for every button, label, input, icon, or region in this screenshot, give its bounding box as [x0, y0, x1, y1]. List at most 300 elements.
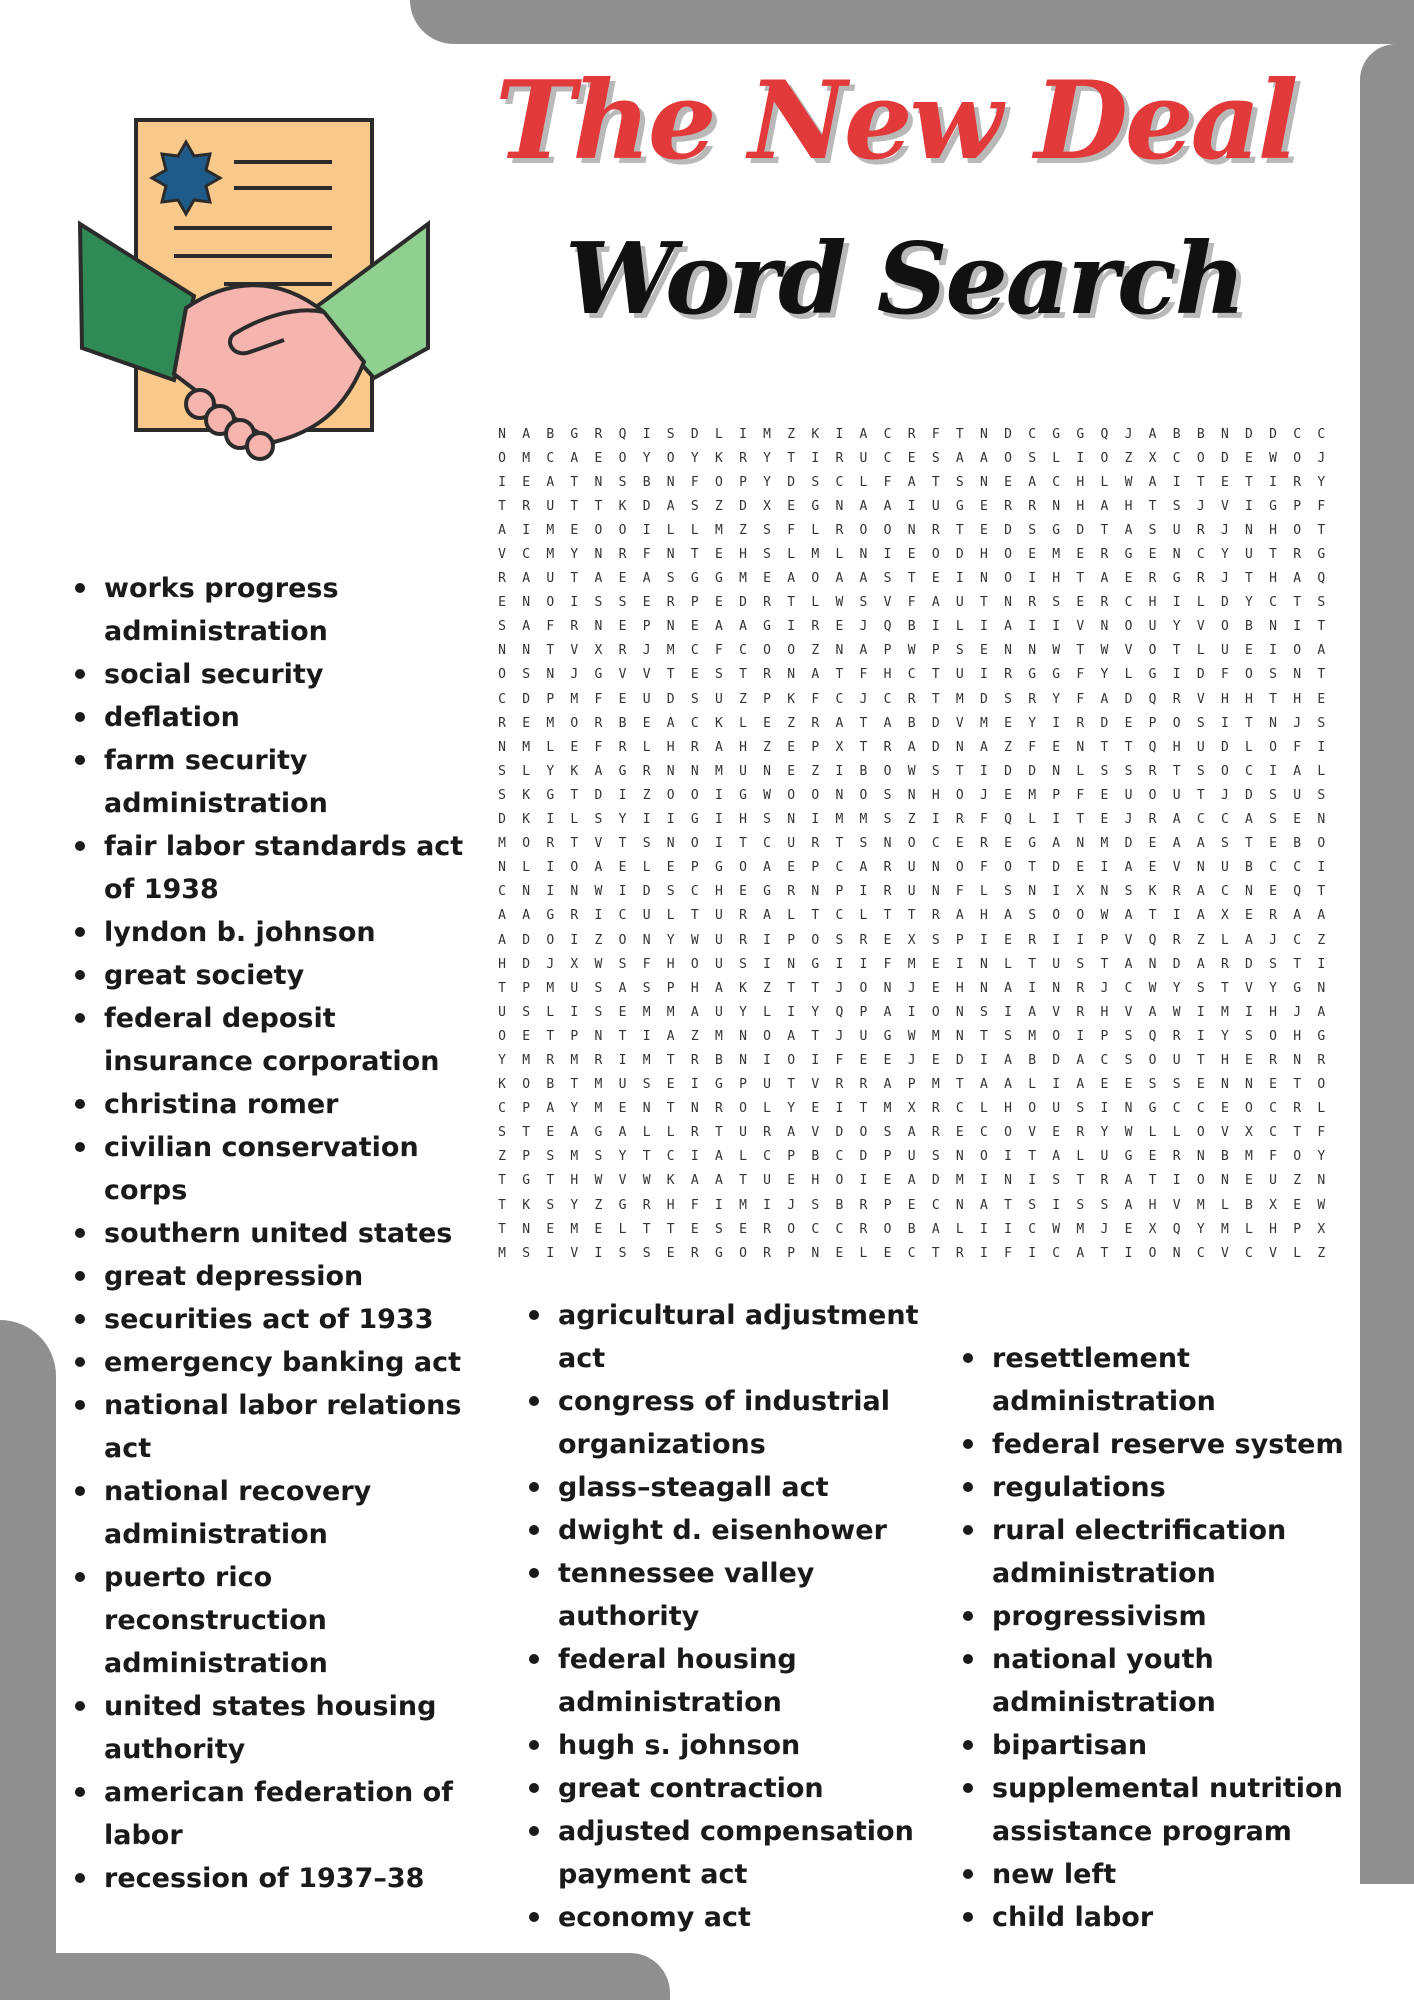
grid-letter[interactable]: I	[618, 787, 627, 803]
grid-letter[interactable]: N	[980, 474, 988, 490]
grid-letter[interactable]: A	[1100, 571, 1109, 587]
grid-letter[interactable]: Y	[1317, 474, 1326, 490]
grid-letter[interactable]: S	[1004, 1028, 1012, 1044]
grid-letter[interactable]: M	[714, 1028, 723, 1044]
grid-letter[interactable]: L	[1028, 812, 1037, 828]
grid-letter[interactable]: A	[546, 474, 555, 490]
grid-letter[interactable]: T	[787, 1077, 796, 1093]
grid-letter[interactable]: P	[1100, 1028, 1109, 1044]
grid-letter[interactable]: S	[1196, 980, 1205, 996]
grid-letter[interactable]: Z	[1317, 932, 1326, 948]
grid-letter[interactable]: X	[907, 932, 916, 948]
grid-letter[interactable]: M	[714, 522, 723, 538]
grid-letter[interactable]: E	[570, 522, 579, 538]
grid-letter[interactable]: U	[907, 860, 916, 876]
grid-letter[interactable]: G	[1293, 980, 1302, 996]
grid-letter[interactable]: V	[955, 715, 964, 731]
grid-letter[interactable]: O	[811, 571, 820, 587]
grid-letter[interactable]: L	[714, 426, 723, 442]
grid-letter[interactable]: R	[690, 739, 699, 755]
grid-letter[interactable]: D	[739, 498, 747, 514]
grid-letter[interactable]: I	[739, 426, 747, 442]
grid-letter[interactable]: E	[980, 522, 988, 538]
grid-letter[interactable]: E	[1245, 1173, 1253, 1189]
grid-letter[interactable]: H	[1052, 571, 1061, 587]
grid-letter[interactable]: Y	[618, 1149, 627, 1165]
grid-letter[interactable]: A	[714, 1149, 723, 1165]
grid-letter[interactable]: I	[811, 812, 820, 828]
grid-letter[interactable]: E	[546, 1221, 555, 1237]
grid-letter[interactable]: D	[1245, 787, 1253, 803]
grid-letter[interactable]: D	[980, 691, 988, 707]
grid-letter[interactable]: S	[618, 595, 627, 611]
grid-letter[interactable]: E	[980, 643, 988, 659]
grid-letter[interactable]: A	[1100, 498, 1109, 514]
grid-letter[interactable]: U	[498, 1004, 506, 1020]
grid-letter[interactable]: R	[1028, 498, 1037, 514]
grid-letter[interactable]: R	[763, 1221, 771, 1237]
grid-letter[interactable]: H	[1220, 1052, 1229, 1068]
grid-letter[interactable]: O	[714, 474, 723, 490]
grid-letter[interactable]: T	[1100, 956, 1109, 972]
grid-letter[interactable]: I	[931, 619, 940, 635]
grid-letter[interactable]: O	[1148, 787, 1157, 803]
grid-letter[interactable]: U	[714, 691, 723, 707]
grid-letter[interactable]: T	[1100, 1245, 1109, 1261]
grid-letter[interactable]: I	[1293, 619, 1302, 635]
grid-letter[interactable]: Q	[1004, 812, 1012, 828]
grid-letter[interactable]: M	[714, 763, 723, 779]
grid-letter[interactable]: T	[1317, 667, 1326, 683]
grid-letter[interactable]: W	[1100, 643, 1109, 659]
grid-letter[interactable]: Z	[787, 715, 796, 731]
grid-letter[interactable]: R	[763, 667, 771, 683]
grid-letter[interactable]: T	[642, 1221, 651, 1237]
grid-letter[interactable]: U	[931, 498, 940, 514]
grid-letter[interactable]: J	[835, 1028, 844, 1044]
grid-letter[interactable]: G	[1124, 1149, 1133, 1165]
grid-letter[interactable]: O	[1004, 547, 1012, 563]
grid-letter[interactable]: O	[690, 956, 699, 972]
grid-letter[interactable]: T	[1317, 522, 1326, 538]
grid-letter[interactable]: G	[763, 884, 771, 900]
grid-letter[interactable]: E	[618, 1101, 627, 1117]
grid-letter[interactable]: N	[498, 860, 506, 876]
grid-letter[interactable]: S	[594, 812, 603, 828]
grid-letter[interactable]: E	[618, 860, 627, 876]
grid-letter[interactable]: B	[546, 426, 555, 442]
grid-letter[interactable]: T	[1076, 1173, 1085, 1189]
grid-letter[interactable]: K	[714, 715, 723, 731]
grid-letter[interactable]: E	[787, 1173, 796, 1189]
grid-letter[interactable]: I	[1245, 1004, 1253, 1020]
grid-letter[interactable]: O	[1148, 1245, 1157, 1261]
grid-letter[interactable]: C	[1052, 474, 1061, 490]
grid-letter[interactable]: A	[1245, 812, 1253, 828]
grid-letter[interactable]: M	[1196, 1197, 1205, 1213]
grid-letter[interactable]: E	[714, 595, 723, 611]
grid-letter[interactable]: E	[522, 474, 531, 490]
grid-letter[interactable]: O	[739, 860, 747, 876]
grid-letter[interactable]: T	[1317, 884, 1326, 900]
grid-letter[interactable]: V	[1269, 1245, 1277, 1261]
grid-letter[interactable]: E	[1245, 1052, 1253, 1068]
grid-letter[interactable]: H	[1245, 691, 1253, 707]
grid-letter[interactable]: I	[1052, 932, 1061, 948]
grid-letter[interactable]: J	[1293, 715, 1302, 731]
grid-letter[interactable]: R	[883, 884, 892, 900]
grid-letter[interactable]: S	[883, 787, 892, 803]
grid-letter[interactable]: E	[1100, 812, 1109, 828]
grid-letter[interactable]: B	[1172, 426, 1181, 442]
grid-letter[interactable]: A	[1100, 691, 1109, 707]
grid-letter[interactable]: S	[739, 956, 747, 972]
grid-letter[interactable]: C	[1269, 860, 1277, 876]
grid-letter[interactable]: N	[1245, 522, 1253, 538]
grid-letter[interactable]: X	[594, 643, 603, 659]
grid-letter[interactable]: A	[1028, 1004, 1037, 1020]
grid-letter[interactable]: N	[498, 643, 506, 659]
grid-letter[interactable]: X	[763, 498, 771, 514]
grid-letter[interactable]: G	[570, 426, 579, 442]
grid-letter[interactable]: O	[883, 522, 892, 538]
grid-letter[interactable]: T	[1076, 643, 1085, 659]
grid-letter[interactable]: A	[1028, 474, 1037, 490]
grid-letter[interactable]: K	[1148, 884, 1157, 900]
grid-letter[interactable]: A	[980, 739, 988, 755]
grid-letter[interactable]: O	[498, 450, 506, 466]
grid-letter[interactable]: T	[570, 836, 579, 852]
grid-letter[interactable]: I	[618, 1052, 627, 1068]
grid-letter[interactable]: C	[931, 1197, 940, 1213]
grid-letter[interactable]: T	[690, 547, 699, 563]
grid-letter[interactable]: J	[859, 619, 868, 635]
grid-letter[interactable]: E	[594, 450, 603, 466]
grid-letter[interactable]: E	[1245, 450, 1253, 466]
grid-letter[interactable]: Y	[1269, 980, 1277, 996]
grid-letter[interactable]: I	[1317, 739, 1326, 755]
grid-letter[interactable]: O	[618, 522, 627, 538]
grid-letter[interactable]: H	[739, 812, 747, 828]
grid-letter[interactable]: N	[1076, 836, 1085, 852]
grid-letter[interactable]: S	[594, 1004, 603, 1020]
grid-letter[interactable]: E	[787, 763, 796, 779]
grid-letter[interactable]: G	[714, 1245, 723, 1261]
grid-letter[interactable]: M	[859, 812, 868, 828]
grid-letter[interactable]: L	[570, 812, 579, 828]
grid-letter[interactable]: S	[1317, 787, 1326, 803]
grid-letter[interactable]: F	[787, 522, 796, 538]
grid-letter[interactable]: O	[835, 1173, 844, 1189]
grid-letter[interactable]: S	[1124, 1028, 1133, 1044]
grid-letter[interactable]: D	[522, 691, 531, 707]
grid-letter[interactable]: T	[546, 1028, 555, 1044]
grid-letter[interactable]: M	[1220, 1004, 1229, 1020]
grid-letter[interactable]: T	[522, 1125, 531, 1141]
grid-letter[interactable]: E	[1004, 474, 1012, 490]
grid-letter[interactable]: A	[859, 860, 868, 876]
grid-letter[interactable]: I	[980, 619, 988, 635]
grid-letter[interactable]: G	[1052, 667, 1061, 683]
grid-letter[interactable]: Y	[642, 450, 651, 466]
grid-letter[interactable]: I	[883, 547, 892, 563]
grid-letter[interactable]: S	[980, 1004, 988, 1020]
grid-letter[interactable]: S	[618, 474, 627, 490]
grid-letter[interactable]: L	[666, 1125, 675, 1141]
grid-letter[interactable]: C	[835, 474, 844, 490]
grid-letter[interactable]: D	[931, 739, 940, 755]
grid-letter[interactable]: A	[1124, 860, 1133, 876]
grid-letter[interactable]: R	[1100, 1173, 1109, 1189]
grid-letter[interactable]: N	[1076, 739, 1085, 755]
grid-letter[interactable]: G	[955, 498, 964, 514]
grid-letter[interactable]: I	[618, 884, 627, 900]
grid-letter[interactable]: Y	[763, 474, 771, 490]
grid-letter[interactable]: T	[1028, 956, 1037, 972]
grid-letter[interactable]: A	[1293, 571, 1302, 587]
grid-letter[interactable]: A	[980, 1197, 988, 1213]
grid-letter[interactable]: D	[522, 956, 531, 972]
grid-letter[interactable]: X	[1317, 1221, 1326, 1237]
grid-letter[interactable]: O	[763, 1028, 771, 1044]
grid-letter[interactable]: H	[980, 547, 988, 563]
grid-letter[interactable]: P	[739, 474, 747, 490]
grid-letter[interactable]: A	[931, 595, 940, 611]
grid-letter[interactable]: L	[642, 739, 651, 755]
grid-letter[interactable]: R	[690, 1052, 699, 1068]
grid-letter[interactable]: D	[835, 1125, 844, 1141]
grid-letter[interactable]: I	[546, 812, 555, 828]
grid-letter[interactable]: O	[666, 450, 675, 466]
grid-letter[interactable]: L	[1076, 1149, 1085, 1165]
grid-letter[interactable]: B	[618, 715, 627, 731]
grid-letter[interactable]: N	[666, 763, 675, 779]
grid-letter[interactable]: M	[570, 1052, 579, 1068]
grid-letter[interactable]: E	[1100, 1077, 1109, 1093]
grid-letter[interactable]: I	[980, 1052, 988, 1068]
grid-letter[interactable]: S	[666, 426, 675, 442]
grid-letter[interactable]: G	[811, 956, 820, 972]
grid-letter[interactable]: A	[714, 619, 723, 635]
grid-letter[interactable]: O	[618, 932, 627, 948]
grid-letter[interactable]: R	[931, 1125, 940, 1141]
grid-letter[interactable]: F	[907, 595, 916, 611]
grid-letter[interactable]: O	[1293, 522, 1302, 538]
grid-letter[interactable]: D	[1220, 595, 1229, 611]
grid-letter[interactable]: A	[907, 1173, 916, 1189]
grid-letter[interactable]: F	[980, 812, 988, 828]
grid-letter[interactable]: A	[522, 908, 531, 924]
grid-letter[interactable]: O	[787, 787, 796, 803]
grid-letter[interactable]: L	[763, 1101, 771, 1117]
grid-letter[interactable]: O	[522, 1077, 531, 1093]
grid-letter[interactable]: C	[1220, 884, 1229, 900]
grid-letter[interactable]: P	[811, 860, 820, 876]
grid-letter[interactable]: O	[1196, 1125, 1205, 1141]
grid-letter[interactable]: C	[883, 426, 892, 442]
grid-letter[interactable]: X	[1245, 1125, 1253, 1141]
grid-letter[interactable]: E	[883, 932, 892, 948]
grid-letter[interactable]: T	[1269, 547, 1277, 563]
grid-letter[interactable]: O	[931, 1004, 940, 1020]
grid-letter[interactable]: E	[1004, 715, 1012, 731]
grid-letter[interactable]: N	[1148, 956, 1157, 972]
grid-letter[interactable]: O	[1052, 908, 1061, 924]
grid-letter[interactable]: I	[1124, 1245, 1133, 1261]
grid-letter[interactable]: I	[787, 1004, 796, 1020]
grid-letter[interactable]: E	[883, 1052, 892, 1068]
grid-letter[interactable]: D	[498, 812, 506, 828]
grid-letter[interactable]: N	[1100, 884, 1109, 900]
grid-letter[interactable]: T	[498, 980, 506, 996]
grid-letter[interactable]: L	[980, 884, 988, 900]
grid-letter[interactable]: D	[1172, 956, 1181, 972]
grid-letter[interactable]: F	[883, 474, 892, 490]
grid-letter[interactable]: Z	[811, 763, 820, 779]
grid-letter[interactable]: A	[690, 1173, 699, 1189]
grid-letter[interactable]: E	[1269, 884, 1277, 900]
grid-letter[interactable]: P	[787, 1149, 796, 1165]
grid-letter[interactable]: T	[955, 763, 964, 779]
grid-letter[interactable]: G	[1148, 667, 1157, 683]
grid-letter[interactable]: B	[811, 1149, 820, 1165]
grid-letter[interactable]: A	[907, 739, 916, 755]
grid-letter[interactable]: R	[1196, 522, 1205, 538]
grid-letter[interactable]: I	[1100, 860, 1109, 876]
grid-letter[interactable]: S	[1124, 763, 1133, 779]
grid-letter[interactable]: J	[787, 1197, 796, 1213]
grid-letter[interactable]: Y	[1317, 1149, 1326, 1165]
grid-letter[interactable]: U	[714, 956, 723, 972]
grid-letter[interactable]: O	[1148, 643, 1157, 659]
grid-letter[interactable]: O	[859, 1125, 868, 1141]
grid-letter[interactable]: S	[594, 1149, 603, 1165]
grid-letter[interactable]: I	[546, 860, 555, 876]
grid-letter[interactable]: Y	[1100, 1125, 1109, 1141]
grid-letter[interactable]: S	[1269, 787, 1277, 803]
grid-letter[interactable]: N	[835, 787, 844, 803]
grid-letter[interactable]: R	[1028, 932, 1037, 948]
grid-letter[interactable]: B	[1220, 1149, 1229, 1165]
grid-letter[interactable]: N	[498, 426, 506, 442]
grid-letter[interactable]: T	[980, 595, 988, 611]
grid-letter[interactable]: R	[1172, 1028, 1181, 1044]
grid-letter[interactable]: S	[1148, 522, 1157, 538]
grid-letter[interactable]: C	[1028, 1221, 1037, 1237]
grid-letter[interactable]: A	[1293, 908, 1302, 924]
grid-letter[interactable]: T	[570, 571, 579, 587]
grid-letter[interactable]: E	[714, 547, 723, 563]
grid-letter[interactable]: U	[1052, 1101, 1061, 1117]
grid-letter[interactable]: S	[1100, 763, 1109, 779]
grid-letter[interactable]: S	[763, 812, 771, 828]
grid-letter[interactable]: R	[618, 547, 627, 563]
grid-letter[interactable]: G	[1269, 498, 1277, 514]
grid-letter[interactable]: D	[1220, 450, 1229, 466]
grid-letter[interactable]: O	[1293, 643, 1302, 659]
grid-letter[interactable]: K	[498, 1077, 506, 1093]
grid-letter[interactable]: V	[883, 595, 892, 611]
grid-letter[interactable]: K	[522, 787, 531, 803]
grid-letter[interactable]: T	[907, 908, 916, 924]
grid-letter[interactable]: H	[739, 739, 747, 755]
grid-letter[interactable]: T	[570, 787, 579, 803]
grid-letter[interactable]: R	[1293, 1101, 1302, 1117]
grid-letter[interactable]: T	[1148, 1173, 1157, 1189]
grid-letter[interactable]: I	[1028, 980, 1037, 996]
grid-letter[interactable]: R	[883, 860, 892, 876]
grid-letter[interactable]: H	[1076, 474, 1085, 490]
grid-letter[interactable]: E	[1148, 547, 1157, 563]
grid-letter[interactable]: M	[1052, 547, 1061, 563]
grid-letter[interactable]: R	[1100, 547, 1109, 563]
grid-letter[interactable]: G	[618, 763, 627, 779]
grid-letter[interactable]: R	[1269, 908, 1277, 924]
grid-letter[interactable]: J	[1196, 498, 1205, 514]
grid-letter[interactable]: N	[594, 547, 603, 563]
grid-letter[interactable]: Z	[907, 812, 916, 828]
grid-letter[interactable]: S	[498, 787, 506, 803]
grid-letter[interactable]: R	[1076, 1125, 1085, 1141]
grid-letter[interactable]: N	[859, 547, 868, 563]
grid-letter[interactable]: O	[859, 787, 868, 803]
grid-letter[interactable]: F	[1269, 1149, 1277, 1165]
grid-letter[interactable]: S	[690, 498, 699, 514]
grid-letter[interactable]: M	[1028, 1028, 1037, 1044]
grid-letter[interactable]: M	[1076, 1221, 1085, 1237]
grid-letter[interactable]: X	[1148, 450, 1157, 466]
grid-letter[interactable]: E	[1100, 787, 1109, 803]
grid-letter[interactable]: T	[1172, 763, 1181, 779]
grid-letter[interactable]: N	[1245, 884, 1253, 900]
grid-letter[interactable]: S	[690, 691, 699, 707]
grid-letter[interactable]: B	[1245, 1197, 1253, 1213]
grid-letter[interactable]: I	[1269, 643, 1277, 659]
grid-letter[interactable]: C	[1220, 812, 1229, 828]
grid-letter[interactable]: A	[1148, 474, 1157, 490]
grid-letter[interactable]: R	[811, 619, 820, 635]
grid-letter[interactable]: A	[907, 1125, 916, 1141]
grid-letter[interactable]: F	[859, 667, 868, 683]
grid-letter[interactable]: R	[594, 426, 603, 442]
grid-letter[interactable]: R	[931, 1101, 940, 1117]
grid-letter[interactable]: M	[570, 1221, 579, 1237]
grid-letter[interactable]: C	[618, 908, 627, 924]
grid-letter[interactable]: J	[1124, 812, 1133, 828]
grid-letter[interactable]: S	[859, 836, 868, 852]
grid-letter[interactable]: A	[835, 715, 844, 731]
grid-letter[interactable]: X	[907, 1101, 916, 1117]
grid-letter[interactable]: Q	[1100, 426, 1109, 442]
grid-letter[interactable]: E	[787, 498, 796, 514]
grid-letter[interactable]: C	[811, 1221, 820, 1237]
grid-letter[interactable]: R	[835, 1077, 844, 1093]
grid-letter[interactable]: H	[570, 1173, 579, 1189]
grid-letter[interactable]: A	[1124, 956, 1133, 972]
grid-letter[interactable]: V	[1124, 643, 1133, 659]
grid-letter[interactable]: M	[739, 1197, 747, 1213]
grid-letter[interactable]: T	[546, 643, 555, 659]
grid-letter[interactable]: Z	[1196, 932, 1205, 948]
grid-letter[interactable]: A	[859, 426, 868, 442]
grid-letter[interactable]: N	[955, 739, 964, 755]
grid-letter[interactable]: N	[955, 1149, 964, 1165]
grid-letter[interactable]: E	[1028, 547, 1037, 563]
grid-letter[interactable]: A	[570, 1125, 579, 1141]
grid-letter[interactable]: R	[1028, 595, 1037, 611]
grid-letter[interactable]: H	[1269, 1004, 1277, 1020]
grid-letter[interactable]: T	[931, 667, 940, 683]
